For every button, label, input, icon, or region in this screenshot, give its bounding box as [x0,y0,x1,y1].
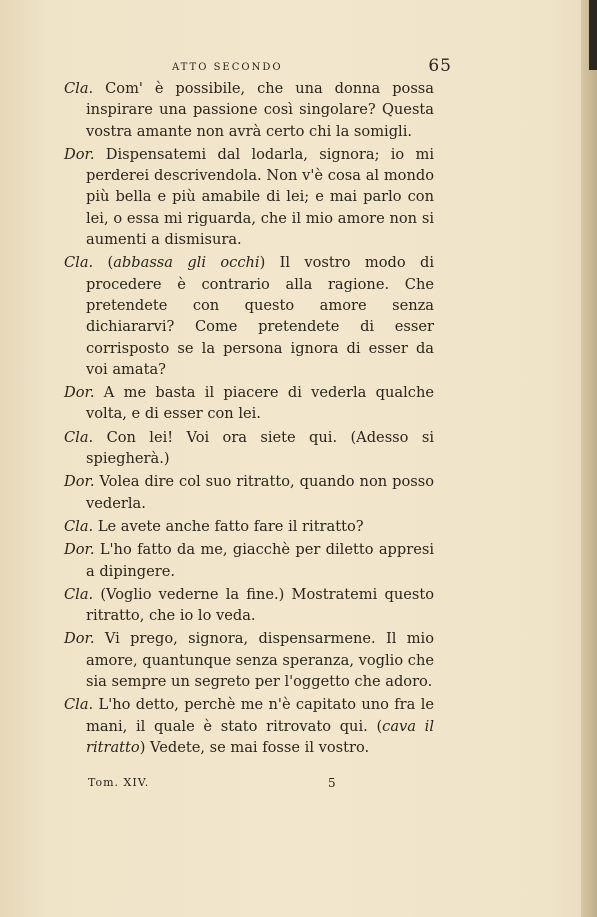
line-text: Volea dire col suo ritratto, quando non posso vederla. [86,473,434,512]
line-text: Vi prego, signora, dispensarmene. Il mio amore, quantunque senza speranza, voglio che sia sempre un segreto per l'oggetto che adoro. [86,630,434,691]
dialogue-line [64,252,434,380]
stage-direction: cava il ritratto [86,717,435,756]
speaker-label: Cla. [64,696,94,714]
speaker-label: Cla. [64,517,94,535]
line-text: A me basta il piacere di vederla qualche volta, e di esser con lei. [86,384,434,423]
stage-direction: abbassa gli occhi [113,254,260,272]
speaker-label: Dor. [64,384,95,402]
dialogue-line [64,628,434,692]
line-text: ) Vedete, se mai fosse il vostro. [139,738,370,756]
dialogue-line [64,78,434,142]
page-number: 65 [428,56,452,76]
dialogue-line [64,144,434,250]
dialogue-line [64,694,434,758]
line-text: ) Il vostro modo di procedere è contrario alla ragione. Che pretendete con questo amore senza dichiararvi? Come pretendete di esser corrisposto se la persona ignora di esser da voi amata? [86,254,434,378]
speaker-label: Dor. [64,473,95,491]
line-text: Le avete anche fatto fare il ritratto? [93,517,364,535]
line-text: Com' è possibile, che una donna possa inspirare una passione così singolare? Questa vostra amante non avrà certo chi la somigli. [86,80,434,140]
line-text: (Voglio vederne la fine.) Mostratemi questo ritratto, che io lo veda. [86,585,434,625]
speaker-label: Dor. [64,630,95,648]
speaker-label: Cla. [64,80,94,97]
speaker-label: Dor. [64,145,95,163]
speaker-label: Cla. [64,428,94,446]
line-text: L'ho fatto da me, giacchè per diletto appresi a dipingere. [86,541,434,580]
running-title: ATTO SECONDO [172,62,283,73]
line-text: ( [93,254,114,272]
signature-mark: 5 [328,776,336,790]
dialogue-line [64,427,434,470]
dialogue-text [64,78,434,760]
running-header [60,56,452,78]
line-text: L'ho detto, perchè me n'è capitato uno fra le mani, il quale è stato ritrovato qui. ( [86,696,434,735]
dialogue-line [64,539,434,582]
speaker-label: Cla. [64,585,94,603]
line-text: Con lei! Voi ora siete qui. (Adesso si spiegherà.) [86,428,434,468]
line-text: Dispensatemi dal lodarla, signora; io mi perderei descrivendola. Non v'è cosa al mondo più bella e più amabile di lei; e mai parlo con lei, o essa mi riguarda, che il mio amore non si aumenti a dismisura. [86,145,434,249]
page-footer [88,776,368,796]
dialogue-line [64,516,434,537]
dialogue-line [64,584,434,627]
speaker-label: Dor. [64,541,95,559]
dialogue-line [64,471,434,514]
page-edge-shadow [589,0,597,70]
dialogue-line [64,382,434,425]
volume-mark: Tom. XIV. [88,776,150,789]
speaker-label: Cla. [64,254,94,272]
page-edge [581,0,597,917]
